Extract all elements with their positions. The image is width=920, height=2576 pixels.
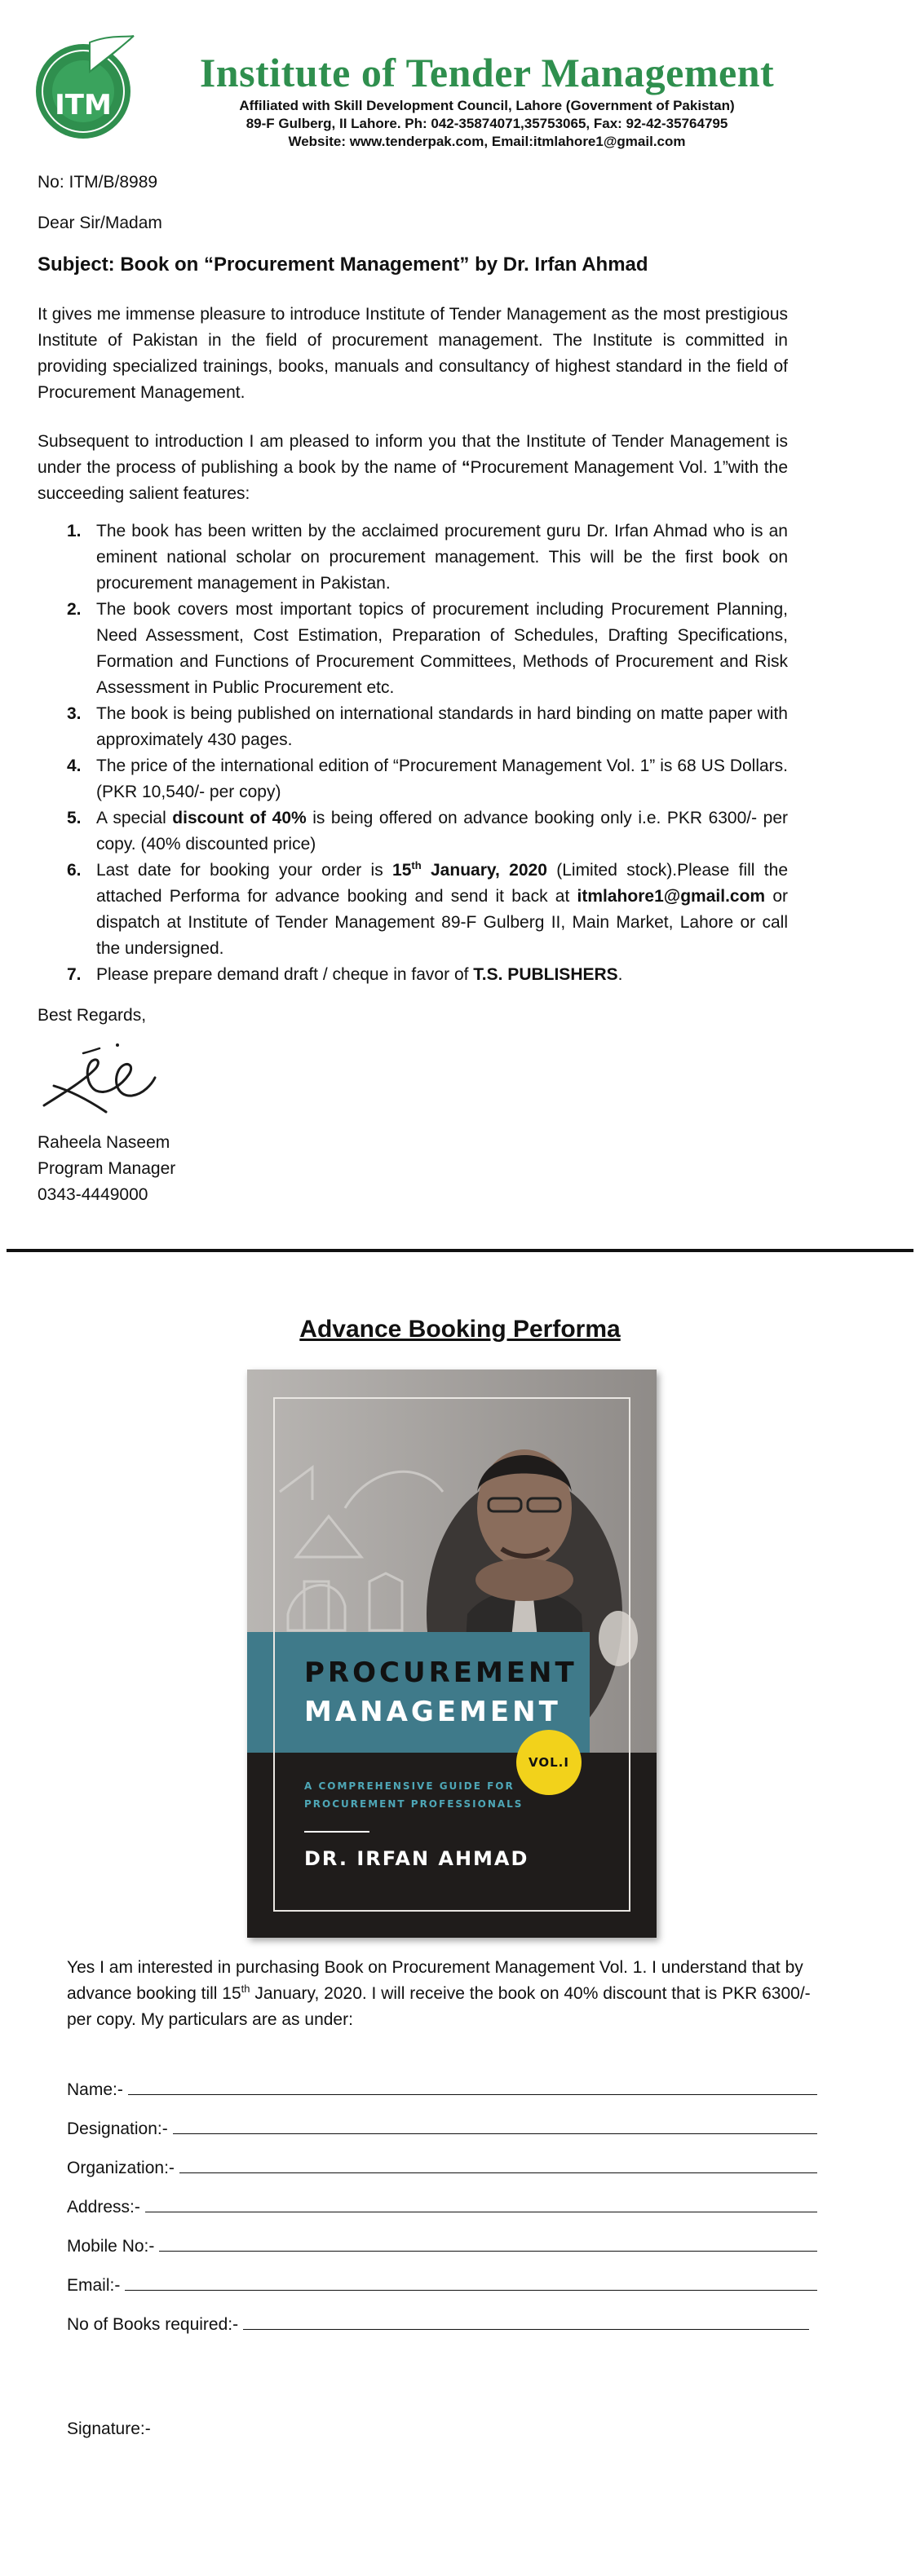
organization-row [67, 2139, 817, 2178]
book-cover [247, 1370, 657, 1938]
name-field[interactable] [128, 2094, 817, 2095]
performa-title: Advance Booking Performa [299, 1316, 621, 1343]
intro-paragraph: It gives me immense pleasure to introduce Institute of Tender Management as the most prestigious Institute of Pakistan in the field of procurement management. The Institute is committed in providing specialized trainings, books, manuals and consultancy of highest standard in the field of Procurement Management. [38, 305, 788, 402]
list-item [38, 597, 788, 701]
section-divider [7, 1249, 913, 1252]
organization-label: Organization:- [67, 2159, 175, 2177]
organization-field[interactable] [179, 2172, 817, 2173]
letterhead [33, 29, 889, 160]
address-label: Address:- [67, 2198, 140, 2217]
list-item [38, 962, 788, 988]
list-text: The book covers most important topics of procurement including Procurement Planning, Need Assessment, Cost Estimation, Preparation of Schedules, Drafting Specifications, Formation and Functions of Procurement Committees, Methods of Procurement and Risk Assessment in Public Procurement etc. [96, 600, 788, 697]
institute-name: Institute of Tender Management [199, 50, 775, 95]
cover-tagline-line1: A COMPREHENSIVE GUIDE FOR [304, 1780, 515, 1792]
books-required-label: No of Books required:- [67, 2315, 239, 2334]
address-row [67, 2178, 817, 2217]
interest-suffix: th [241, 1983, 250, 1995]
cover-title-line2: MANAGEMENT [304, 1696, 561, 1728]
signer-phone: 0343-4449000 [38, 1185, 148, 1204]
second-paragraph [38, 429, 788, 507]
letter-body [38, 163, 788, 1208]
list-text-pre: A special [96, 809, 173, 827]
address-line: 89-F Gulberg, II Lahore. Ph: 042-35874071,35753065, Fax: 92-42-35764795 [245, 116, 728, 131]
signer-block [38, 1130, 788, 1208]
list-text-post: is being offered on advance booking only i.e. PKR 6300/- per copy. (40% discounted price) [96, 809, 789, 854]
list-number: 3. [67, 704, 82, 723]
mobile-label: Mobile No:- [67, 2237, 155, 2256]
website-line: Website: www.tenderpak.com, Email:itmlahore1@gmail.com [288, 134, 686, 149]
list-text-post: . [617, 965, 623, 984]
payee-name: T.S. PUBLISHERS [473, 965, 618, 984]
logo-text: ITM [55, 89, 112, 121]
signer-title: Program Manager [38, 1159, 176, 1178]
books-required-row [67, 2296, 817, 2335]
list-text-pre: Please prepare demand draft / cheque in favor of [96, 965, 474, 984]
salient-features-list [38, 518, 788, 988]
list-item [38, 858, 788, 962]
cover-title-line1: PROCUREMENT [304, 1656, 577, 1689]
list-item [38, 805, 788, 858]
affiliation-line: Affiliated with Skill Development Council, Lahore (Government of Pakistan) [239, 98, 735, 113]
particulars-form [67, 2061, 817, 2335]
list-text-post: or dispatch at Institute of Tender Management 89-F Gulberg II, Main Market, Lahore or call the undersigned. [96, 887, 788, 958]
mobile-field[interactable] [159, 2251, 817, 2252]
designation-row [67, 2100, 817, 2139]
signature-row [67, 2419, 151, 2439]
handwritten-signature [38, 1037, 160, 1118]
signature-label: Signature:- [67, 2419, 151, 2438]
interest-text-pre: Yes I am interested in purchasing Book on Procurement Management Vol. 1. I understand that by advance booking till 15 [67, 1958, 803, 2003]
deadline-suffix: th [411, 859, 422, 871]
email-field[interactable] [125, 2290, 817, 2291]
cover-author: DR. IRFAN AHMAD [304, 1847, 529, 1870]
list-text-pre: Last date for booking your order is [96, 861, 393, 880]
interest-statement [67, 1955, 817, 2033]
contact-email: itmlahore1@gmail.com [577, 887, 766, 906]
deadline-day: 15 [392, 861, 412, 880]
list-number: 2. [67, 600, 82, 619]
designation-field[interactable] [173, 2133, 817, 2134]
list-number: 4. [67, 756, 82, 775]
email-label: Email:- [67, 2276, 121, 2295]
email-row [67, 2256, 817, 2296]
signer-name: Raheela Naseem [38, 1133, 170, 1152]
second-paragraph-end: Procurement Management Vol. 1”with the succeeding salient features: [38, 458, 788, 503]
reference-number: No: ITM/B/8989 [38, 173, 158, 192]
list-number: 5. [67, 809, 82, 827]
subject-line: Subject: Book on “Procurement Management” by Dr. Irfan Ahmad [38, 254, 648, 276]
itm-logo [33, 34, 137, 143]
list-item [38, 701, 788, 753]
list-text: The book has been written by the acclaimed procurement guru Dr. Irfan Ahmad who is an eminent national scholar on procurement management. This will be the first book on procurement management in Pakistan. [96, 522, 788, 593]
name-row [67, 2061, 817, 2100]
designation-label: Designation:- [67, 2119, 168, 2138]
closing: Best Regards, [38, 1006, 147, 1025]
volume-badge: VOL.I [516, 1730, 582, 1795]
second-paragraph-start: Subsequent to introduction I am pleased to inform you that the Institute of Tender Management is under the process of publishing a book by the name of [38, 432, 788, 477]
deadline-month: January, 2020 [421, 861, 547, 880]
cover-tagline-line2: PROCUREMENT PROFESSIONALS [304, 1798, 524, 1810]
name-label: Name:- [67, 2080, 123, 2099]
salutation: Dear Sir/Madam [38, 214, 162, 232]
interest-text-post: January, 2020. I will receive the book on 40% discount that is PKR 6300/- per copy. My particulars are as under: [67, 1984, 811, 2029]
list-text: The book is being published on international standards in hard binding on matte paper with approximately 430 pages. [96, 704, 788, 749]
list-item [38, 753, 788, 805]
list-number: 1. [67, 522, 82, 540]
list-number: 7. [67, 965, 82, 984]
second-paragraph-quote: “ [461, 458, 471, 477]
list-text: The price of the international edition of “Procurement Management Vol. 1” is 68 US Dollars. (PKR 10,540/- per copy) [96, 756, 788, 801]
mobile-row [67, 2217, 817, 2256]
cover-frame [273, 1397, 630, 1912]
list-item [38, 518, 788, 597]
list-text-mid: (Limited stock).Please fill the attached Performa for advance booking and send it back at [96, 861, 788, 906]
list-number: 6. [67, 861, 82, 880]
discount-highlight: discount of 40% [172, 809, 307, 827]
books-required-field[interactable] [243, 2329, 809, 2330]
